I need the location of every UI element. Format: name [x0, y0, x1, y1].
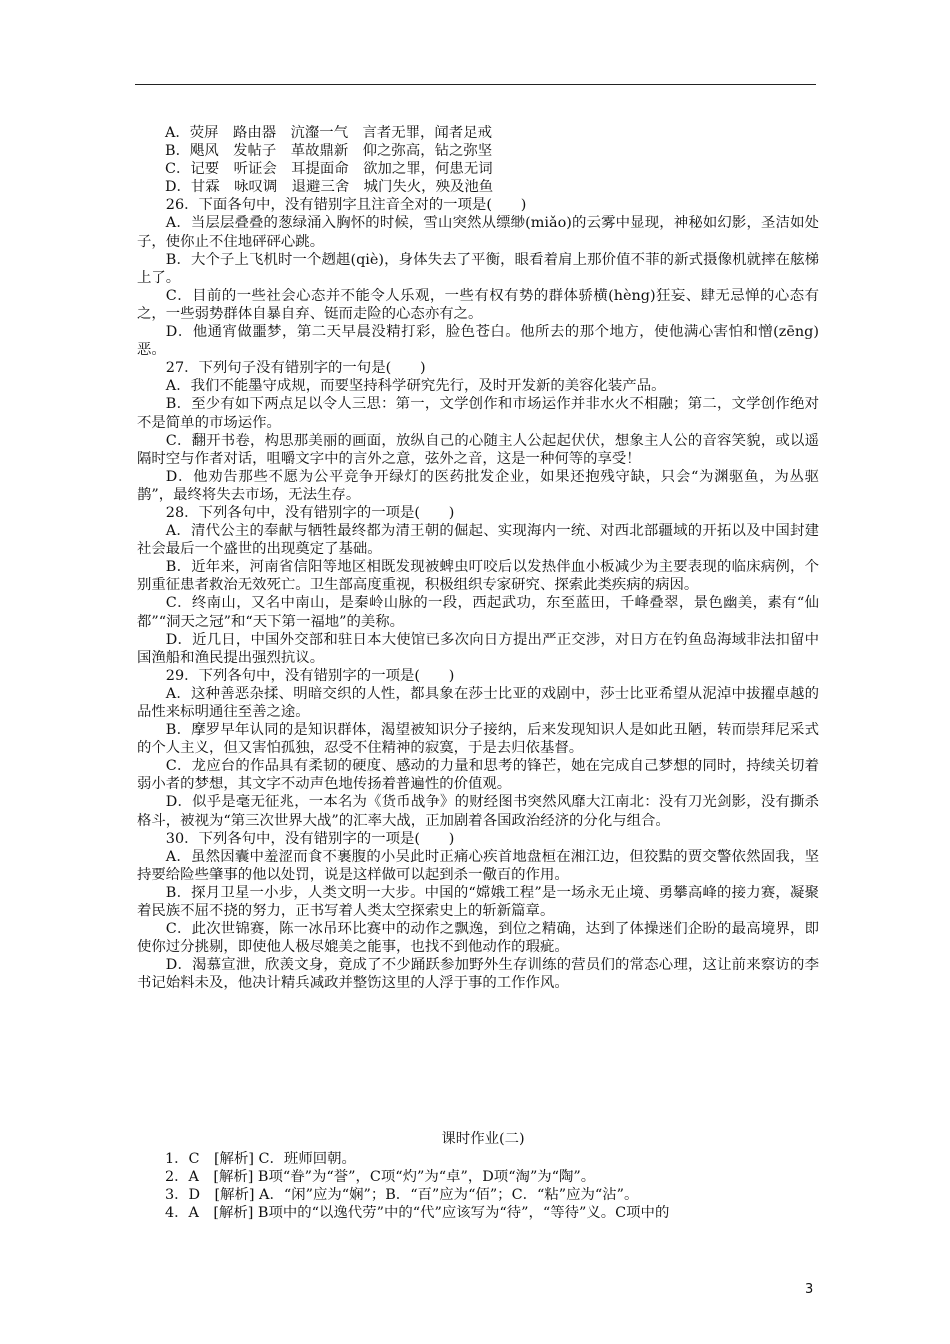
answer-title: 课时作业(二): [441, 1131, 525, 1147]
option-line: D．甘霖 咏叹调 退避三舍 城门失火，殃及池鱼: [165, 179, 494, 196]
question-stem: 27．下列句子没有错别字的一句是( ): [165, 360, 426, 377]
page-number: 3: [805, 1282, 814, 1297]
question-item: C．终南山，又名中南山，是秦岭山脉的一段，西起武功，东至蓝田，千峰叠翠，景色幽美，素有“仙都”“洞天之冠”和“天下第一福地”的美称。: [137, 595, 819, 630]
question-item: A．清代公主的奉献与牺牲最终都为清王朝的倔起、实现海内一统、对西北部疆域的开拓以及中国封建社会最后一个盛世的出现奠定了基础。: [137, 523, 819, 558]
question-stem: 30．下列各句中，没有错别字的一项是( ): [165, 830, 455, 847]
question-item: D．近几日，中国外交部和驻日本大使馆已多次向日方提出严正交涉，对日方在钓鱼岛海域非法扣留中国渔船和渔民提出强烈抗议。: [137, 631, 819, 666]
question-item: C．此次世锦赛，陈一冰吊环比赛中的动作之飘逸，到位之精确，达到了体操迷们企盼的最高境界，即使你过分挑剔，即使他人极尽媲美之能事，也找不到他动作的瑕疵。: [137, 921, 819, 956]
question-stem: 26．下面各句中，没有错别字且注音全对的一项是( ): [165, 197, 527, 214]
question-item: D．他劝告那些不愿为公平竞争开绿灯的医药批发企业，如果还抱残守缺，只会“为渊驱鱼，为丛驱鹊”，最终将失去市场，无法生存。: [137, 468, 819, 503]
question-item: C．目前的一些社会心态并不能令人乐观，一些有权有势的群体骄横(hèng)狂妄、肆无忌惮的心态有之，一些弱势群体自暴自弃、铤而走险的心态亦有之。: [137, 287, 819, 322]
answer-section: [137, 1130, 819, 1222]
question-item: B．摩罗早年认同的是知识群体，渴望被知识分子接纳，后来发现知识人是如此丑陋，转而崇拜尼采式的个人主义，但又害怕孤独，忍受不住精神的寂寞，于是去归依基督。: [137, 722, 819, 757]
question-item: B．至少有如下两点足以令人三思：第一，文学创作和市场运作并非水火不相融；第二，文学创作绝对不是简单的市场运作。: [137, 396, 819, 431]
question-item: B．探月卫星一小步，人类文明一大步。中国的“嫦娥工程”是一场永无止境、勇攀高峰的接力赛，凝聚着民族不屈不挠的努力，正书写着人类太空探索史上的斩新篇章。: [137, 884, 819, 920]
question-item: D．似乎是毫无征兆，一本名为《货币战争》的财经图书突然风靡大江南北：没有刀光剑影，没有撕杀格斗，被视为“第三次世界大战”的汇率大战，正加剧着各国政治经济的分化与组合。: [137, 794, 819, 829]
question-item: D．渴慕宣泄，欣羡文身，竟成了不少踊跃参加野外生存训练的营员们的常态心理，这让前来察访的李书记始料未及，他决计精兵减政并整饬这里的人浮于事的工作作风。: [137, 957, 819, 992]
question-item: C．龙应台的作品具有柔韧的硬度、感动的力量和思考的锋芒，她在完成自己梦想的同时，持续关切着弱小者的梦想，其文字不动声色地传扬着普遍性的价值观。: [137, 758, 819, 793]
question-item: A．这种善恶杂揉、明暗交织的人性，都具象在莎士比亚的戏剧中，莎士比亚希望从泥淖中拔擢卓越的品性来标明通往至善之途。: [137, 685, 819, 720]
option-line: C．记要 听证会 耳提面命 欲加之罪，何患无词: [165, 161, 493, 178]
header-rule: [135, 84, 816, 85]
option-line: B．飓风 发帖子 革故鼎新 仰之弥高，钻之弥坚: [165, 143, 493, 160]
question-item: A．虽然因囊中羞涩而食不裹腹的小吴此时正痛心疾首地盘桓在湘江边，但狡黠的贾交警依然固我，坚持要给险些肇事的他以处罚，说是这样做可以起到杀一儆百的作用。: [137, 848, 819, 883]
question-item: A．我们不能墨守成规，而要坚持科学研究先行，及时开发新的美容化装产品。: [165, 378, 666, 395]
answer-line: 3．D [解析] A．“闲”应为“娴”；B．“百”应为“佰”；C．“粘”应为“沾”。: [165, 1187, 639, 1204]
question-stem: 28．下列各句中，没有错别字的一项是( ): [165, 504, 455, 521]
question-item: D．他通宵做噩梦，第二天早晨没精打彩，脸色苍白。他所去的那个地方，使他满心害怕和憎(zēng)恶。: [137, 324, 819, 359]
question-item: B．大个子上飞机时一个趔趄(qiè)，身体失去了平衡，眼看着肩上那价值不菲的新式摄像机就摔在舷梯上了。: [137, 251, 819, 286]
question-stem: 29．下列各句中，没有错别字的一项是( ): [165, 667, 455, 684]
option-line: A．荧屏 路由器 沆瀣一气 言者无罪，闻者足戒: [165, 125, 492, 141]
question-item: C．翻开书卷，构思那美丽的画面，放纵自己的心随主人公起起伏伏，想象主人公的音容笑貌，或以遥隔时空与作者对话，咀嚼文字中的言外之意，弦外之音，这是一种何等的享受！: [137, 432, 819, 467]
question-item: B．近年来，河南省信阳等地区相既发现被蜱虫叮咬后以发热伴血小板减少为主要表现的临床病例，个别重征患者救治无效死亡。卫生部高度重视，积极组织专家研究、探索此类疾病的病因。: [137, 559, 819, 594]
question-content: [137, 124, 819, 993]
answer-line: 4．A [解析] B项中的“以逸代劳”中的“代”应该写为“待”，“等待”义。C项中的: [165, 1205, 670, 1222]
answer-line: 1．C [解析] C．班师回朝。: [165, 1151, 356, 1167]
answer-line: 2．A [解析] B项“眷”为“誉”，C项“灼”为“卓”，D项“淘”为“陶”。: [165, 1169, 596, 1186]
question-item: A．当层层叠叠的葱绿涌入胸怀的时候，雪山突然从缥缈(miǎo)的云雾中显现，神秘如幻影，圣洁如处子，使你止不住地砰砰心跳。: [137, 215, 819, 250]
